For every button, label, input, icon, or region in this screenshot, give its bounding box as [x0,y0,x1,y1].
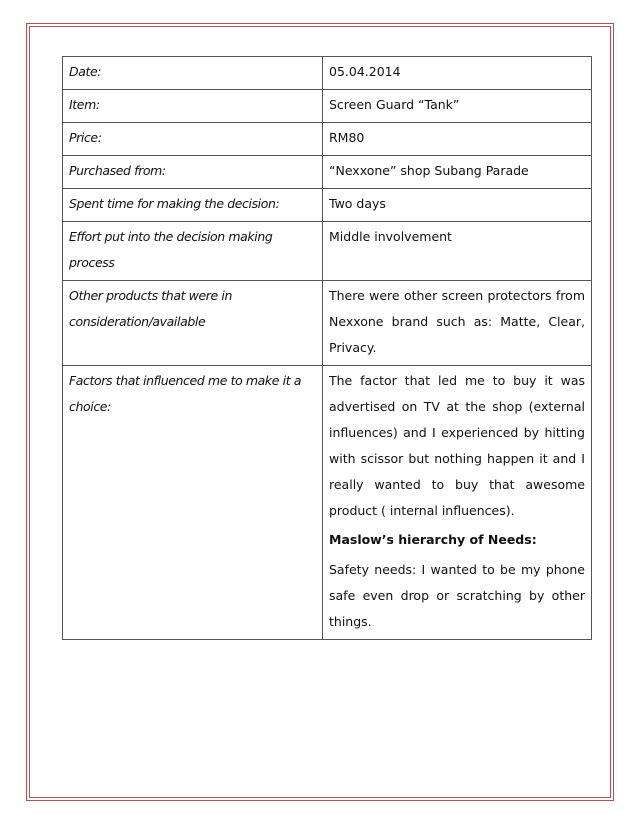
table-row-purchased-from [63,156,592,189]
table-row-effort [63,222,592,281]
price-label: Price: [63,123,323,156]
table-row-price [63,123,592,156]
table-row-date [63,57,592,90]
purchase-decision-table [62,56,592,640]
table-row-factors [63,366,592,640]
time-spent-value: Two days [323,189,592,222]
factors-text: The factor that led me to buy it was advertised on TV at the shop (external influences) and I experienced by hitting with scissor but nothing happen it and I really wanted to buy that awesome product ( internal influences). [329,373,585,518]
maslow-heading: Maslow’s hierarchy of Needs: [329,532,537,547]
other-products-label: Other products that were in consideration/available [63,281,323,366]
factors-cell [323,366,592,640]
effort-label: Effort put into the decision making process [63,222,323,281]
item-value: Screen Guard “Tank” [323,90,592,123]
other-products-value: There were other screen protectors from Nexxone brand such as: Matte, Clear, Privacy. [323,281,592,366]
table-row-other-products [63,281,592,366]
price-value: RM80 [323,123,592,156]
purchased-from-value: “Nexxone” shop Subang Parade [323,156,592,189]
purchased-from-label: Purchased from: [63,156,323,189]
effort-value: Middle involvement [323,222,592,281]
factors-label: Factors that influenced me to make it a choice: [63,366,323,640]
item-label: Item: [63,90,323,123]
safety-needs-text: Safety needs: I wanted to be my phone safe even drop or scratching by other things. [329,562,585,629]
date-value: 05.04.2014 [323,57,592,90]
time-spent-label: Spent time for making the decision: [63,189,323,222]
table-row-item [63,90,592,123]
date-label: Date: [63,57,323,90]
table-row-time-spent [63,189,592,222]
